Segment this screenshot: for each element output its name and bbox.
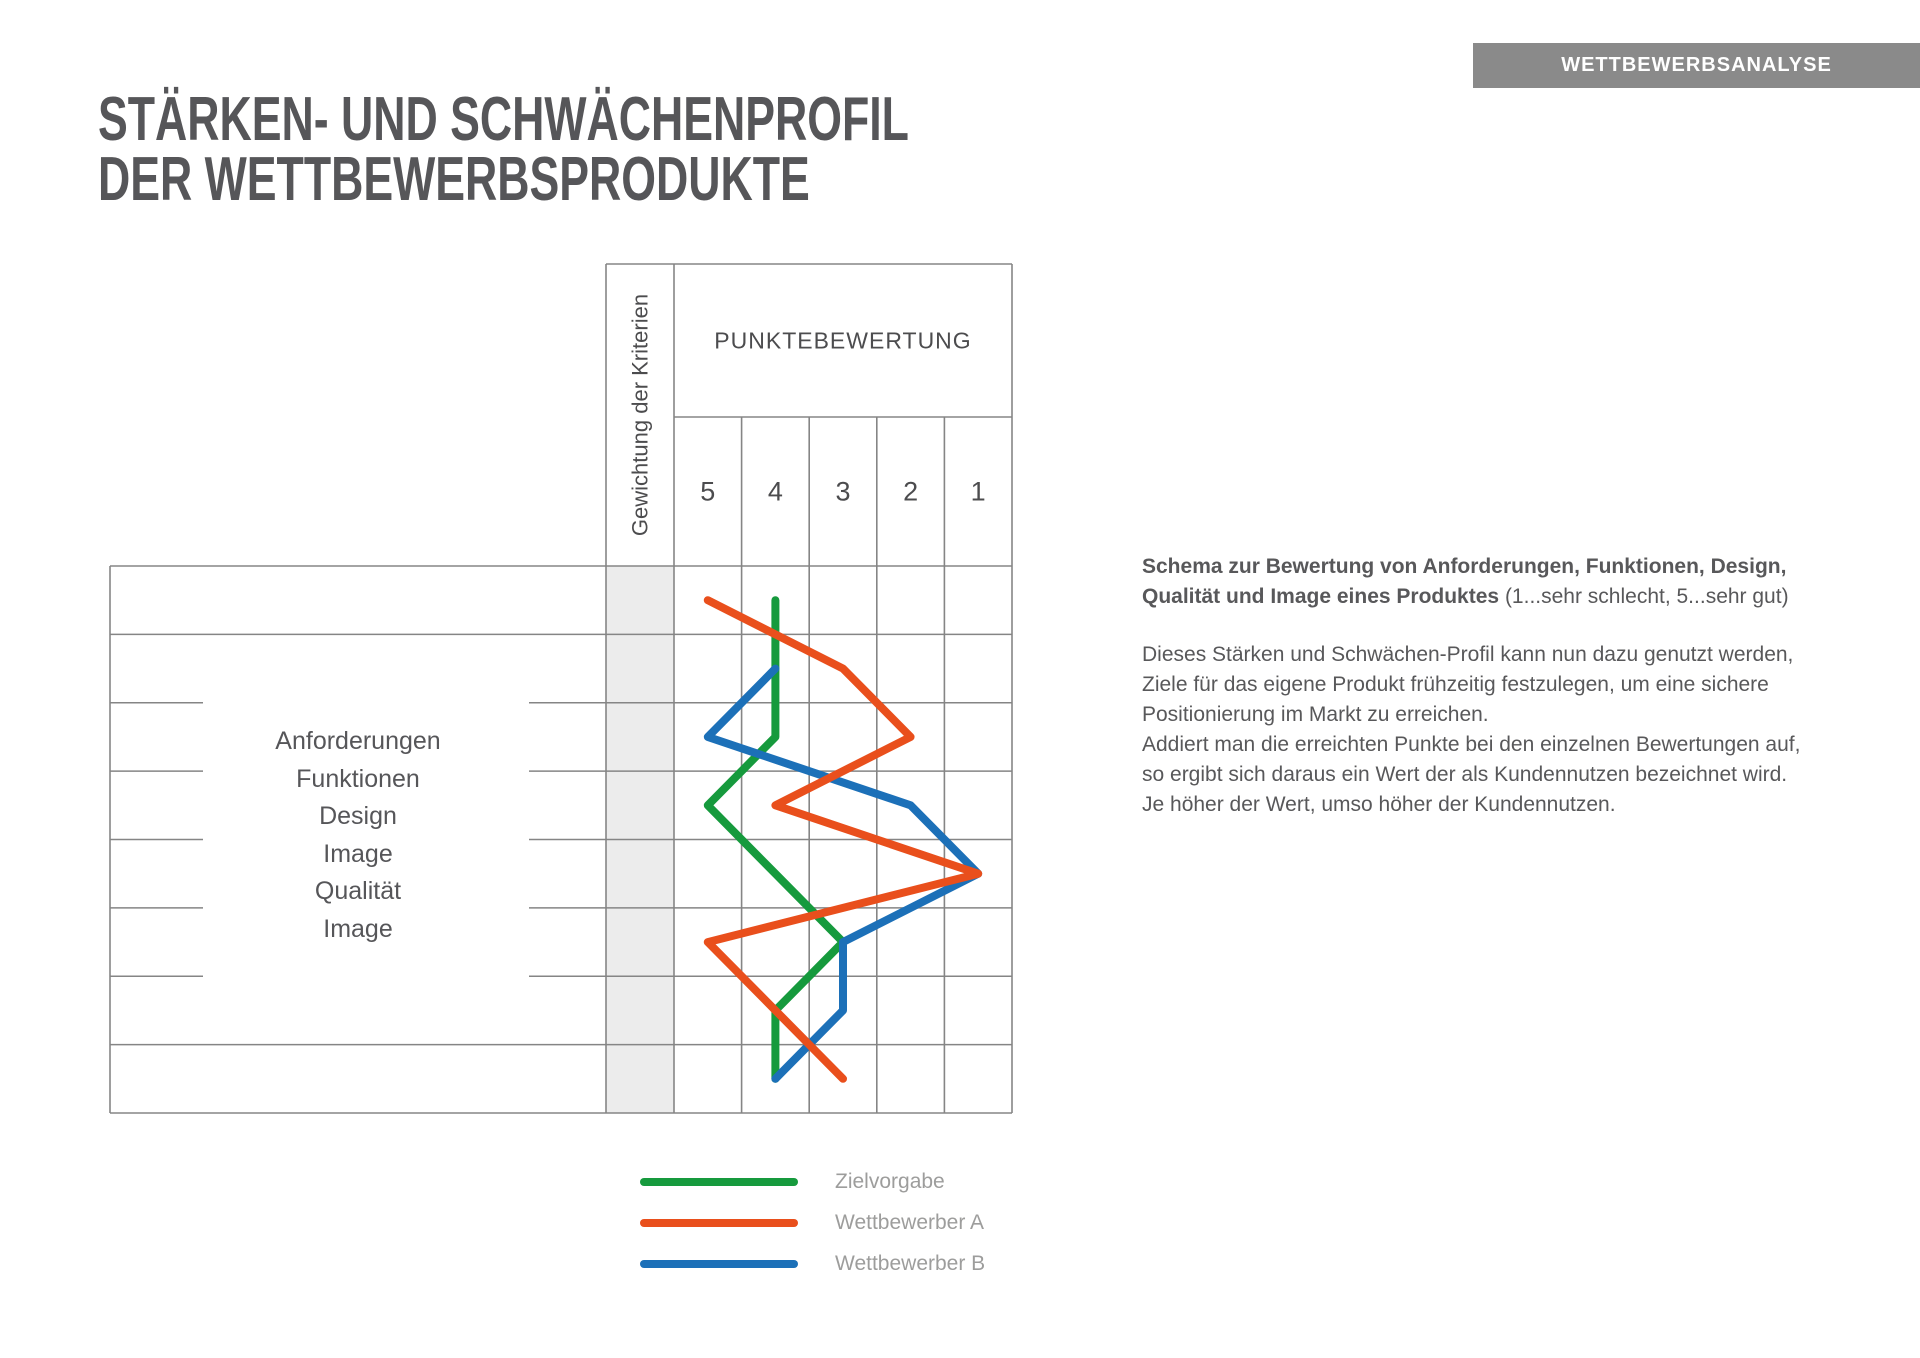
criteria-label: Qualität (314, 877, 402, 905)
category-tag-label: WETTBEWERBSANALYSE (1561, 54, 1832, 76)
info-intro-line2-bold: Qualität und Image eines Produktes (1142, 585, 1500, 608)
info-text-block (1142, 552, 1862, 820)
legend-swatch-zielvorgabe (640, 1178, 798, 1186)
score-column-label: 2 (903, 476, 919, 507)
legend-item-wettbewerber-b (640, 1243, 985, 1284)
legend-item-wettbewerber-a (640, 1202, 985, 1243)
legend-swatch-wettbewerber-a (640, 1219, 798, 1227)
criteria-labels (158, 723, 558, 948)
score-column-label: 4 (767, 476, 783, 507)
info-body-line: Addiert man die erreichten Punkte bei den einzelnen Bewertungen auf, (1142, 733, 1801, 756)
criteria-label: Funktionen (296, 764, 420, 793)
gewichtung-column-header: Gewichtung der Kriterien (627, 293, 653, 537)
criteria-label: Image (323, 839, 393, 868)
info-intro-line2 (1142, 582, 1862, 612)
info-intro (1142, 552, 1862, 612)
info-body (1142, 640, 1862, 820)
info-body-line: Je höher der Wert, umso höher der Kundennutzen. (1142, 793, 1616, 816)
score-column-label: 3 (835, 476, 851, 507)
criteria-label: Design (319, 802, 397, 830)
info-intro-line2-regular: (1...sehr schlecht, 5...sehr gut) (1504, 585, 1789, 608)
legend-label: Wettbewerber A (835, 1210, 985, 1234)
info-body-line: Dieses Stärken und Schwächen-Profil kann nun dazu genutzt werden, (1142, 643, 1794, 666)
info-body-line: so ergibt sich daraus ein Wert der als Kundennutzen bezeichnet wird. (1142, 763, 1788, 786)
legend-swatch-wettbewerber-b (640, 1260, 798, 1268)
info-body-line: Ziele für das eigene Produkt frühzeitig festzulegen, um eine sichere (1142, 673, 1769, 696)
score-column-label: 1 (970, 476, 986, 507)
score-column-label: 5 (700, 476, 716, 507)
criteria-label: Image (323, 914, 393, 943)
info-intro-line1: Schema zur Bewertung von Anforderungen, Funktionen, Design, (1142, 555, 1787, 578)
chart-legend (640, 1161, 985, 1284)
series-line-wettbewerber-b (708, 669, 978, 1079)
legend-label: Wettbewerber B (835, 1251, 986, 1275)
criteria-label: Anforderungen (275, 727, 441, 755)
page-title-line1: STÄRKEN- UND SCHWÄCHENPROFIL (98, 85, 909, 154)
page-title-line2: DER WETTBEWERBSPRODUKTE (98, 145, 810, 214)
info-body-line: Positionierung im Markt zu erreichen. (1142, 703, 1489, 726)
punktebewertung-header: PUNKTEBEWERTUNG (714, 327, 972, 354)
legend-item-zielvorgabe (640, 1161, 985, 1202)
legend-label: Zielvorgabe (835, 1169, 945, 1193)
